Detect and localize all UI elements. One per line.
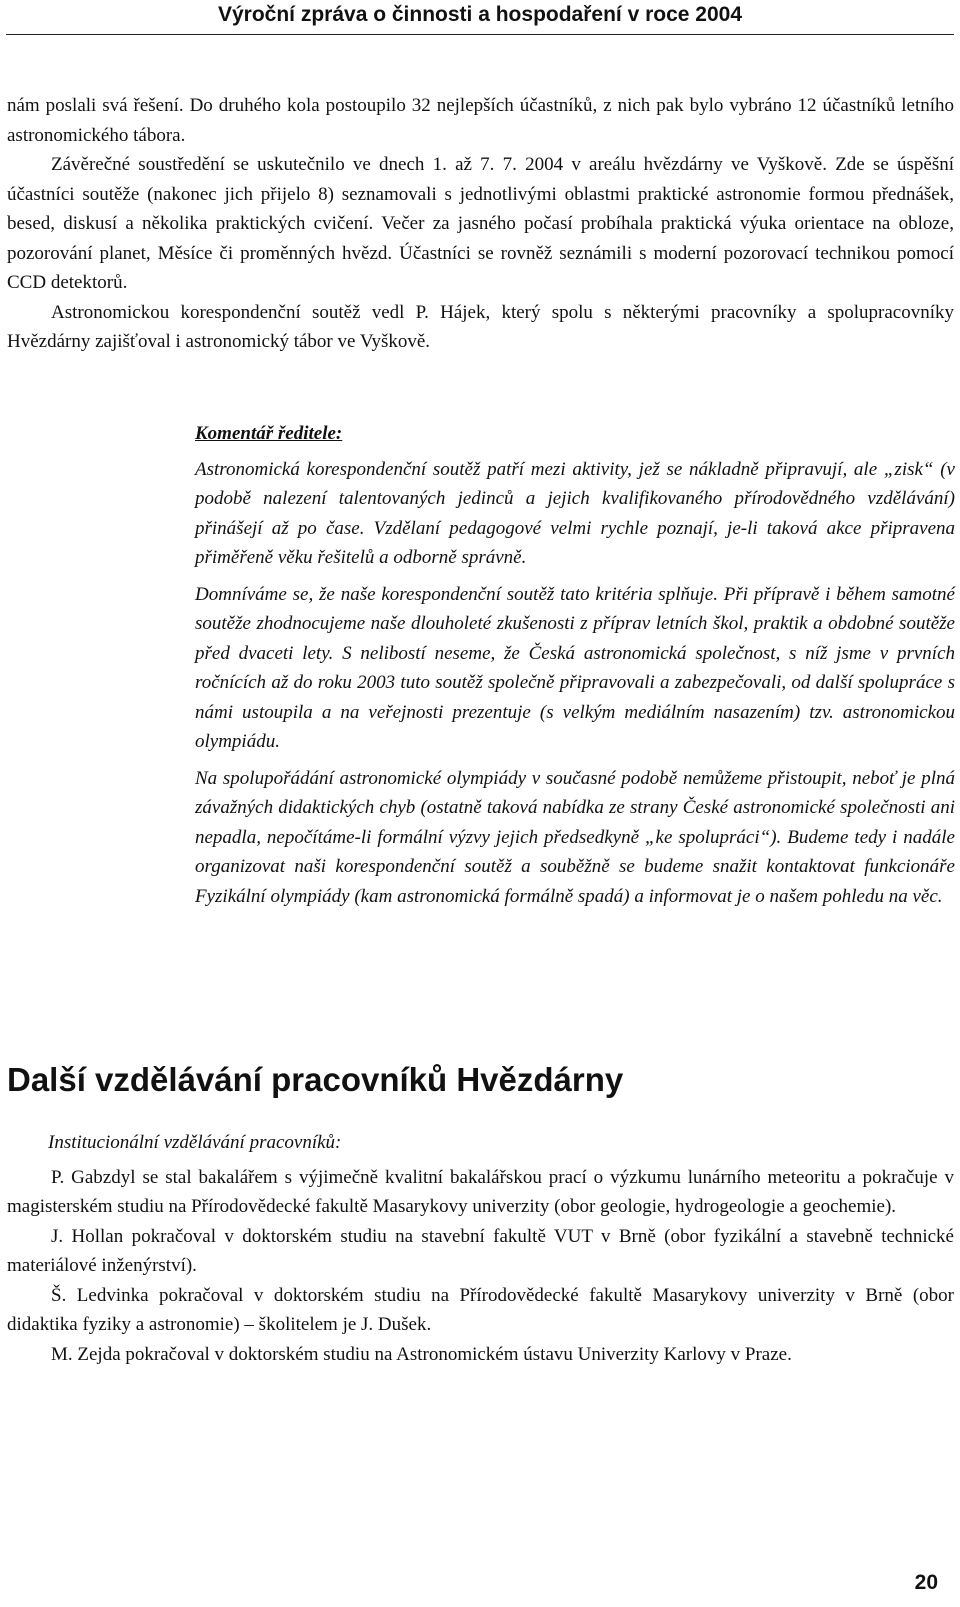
intro-paragraph: nám poslali svá řešení. Do druhého kola postoupilo 32 nejlepších účastníků, z nich pak bylo vybráno 12 účastníků letního astronomického tábora. — [7, 95, 954, 146]
section-subtitle: Institucionální vzdělávání pracovníků: — [48, 1132, 342, 1153]
education-paragraph: M. Zejda pokračoval v doktorském studiu na Astronomickém ústavu Univerzity Karlovy v Praze. — [51, 1343, 792, 1365]
comment-paragraph: Astronomická korespondenční soutěž patří mezi aktivity, jež se nákladně připravují, ale „zisk“ (v podobě nalezení talentovaných jedinců a jejich kvalifikovaného přírodovědného vzdělávání) přinášejí až po čase. Vzdělaní pedagogové velmi rychle poznají, je-li taková akce připravena přiměřeně věku řešitelů a odborně správně. — [195, 458, 955, 568]
education-paragraph: P. Gabzdyl se stal bakalářem s výjimečně kvalitní bakalářskou prací o výzkumu lunárního meteoritu a pokračuje v magisterském studiu na Přírodovědecké fakultě Masarykovy univerzity (obor geologie, hydrogeologie a geochemie). — [7, 1166, 954, 1217]
comment-heading: Komentář ředitele: — [195, 423, 343, 444]
section-heading: Další vzdělávání pracovníků Hvězdárny — [7, 1061, 624, 1098]
education-text — [7, 1128, 954, 1369]
page-number: 20 — [914, 1571, 938, 1594]
intro-paragraph: Závěrečné soustředění se uskutečnilo ve dnech 1. až 7. 7. 2004 v areálu hvězdárny ve Vyškově. Zde se úspěšní účastníci soutěže (nakonec jich přijelo 8) seznamovali s jednotlivými oblastmi praktické astronomie formou přednášek, besed, diskusí a několika praktických cvičení. Večer za jasného počasí probíhala praktická výuka orientace na obloze, pozorování planet, Měsíce či proměnných hvězd. Účastníci se rovněž seznámili s moderní pozorovací technikou pomocí CCD detektorů. — [7, 154, 954, 293]
intro-paragraph: Astronomickou korespondenční soutěž vedl P. Hájek, který spolu s některými pracovníky a spolupracovníky Hvězdárny zajišťoval i astronomický tábor ve Vyškově. — [7, 301, 954, 352]
director-comment — [195, 419, 955, 918]
intro-text — [7, 91, 954, 357]
comment-paragraph: Na spolupořádání astronomické olympiády v současné podobě nemůžeme přistoupit, neboť je plná závažných didaktických chyb (ostatně taková nabídka ze strany České astronomické společnosti ani nepadla, nepočítáme-li formální výzvy jejich předsedkyně „ke spolupráci“). Budeme tedy i nadále organizovat naši korespondenční soutěž a souběžně se budeme snažit kontaktovat funkcionáře Fyzikální olympiády (kam astronomická formálně spadá) a informovat je o našem pohledu na věc. — [195, 767, 955, 907]
education-paragraph: J. Hollan pokračoval v doktorském studiu na stavební fakultě VUT v Brně (obor fyzikální a stavebně technické materiálové inženýrství). — [7, 1225, 954, 1276]
education-paragraph: Š. Ledvinka pokračoval v doktorském studiu na Přírodovědecké fakultě Masarykovy univerzity v Brně (obor didaktika fyziky a astronomie) – školitelem je J. Dušek. — [7, 1284, 954, 1335]
page-header-title: Výroční zpráva o činnosti a hospodaření v roce 2004 — [217, 3, 742, 26]
header-divider — [6, 34, 954, 35]
comment-paragraph: Domníváme se, že naše korespondenční soutěž tato kritéria splňuje. Při přípravě i během samotné soutěže zhodnocujeme naše dlouholeté zkušenosti z příprav letních škol, praktik a obdobné soutěže před dvaceti lety. S nelibostí neseme, že Česká astronomická společnost, s níž jsme v prvních ročnících až do roku 2003 tuto soutěž společně připravovali a zabezpečovali, od další spolupráce s námi ustoupila a na veřejnosti prezentuje (s velkým mediálním nasazením) tzv. astronomickou olympiádu. — [195, 583, 955, 752]
